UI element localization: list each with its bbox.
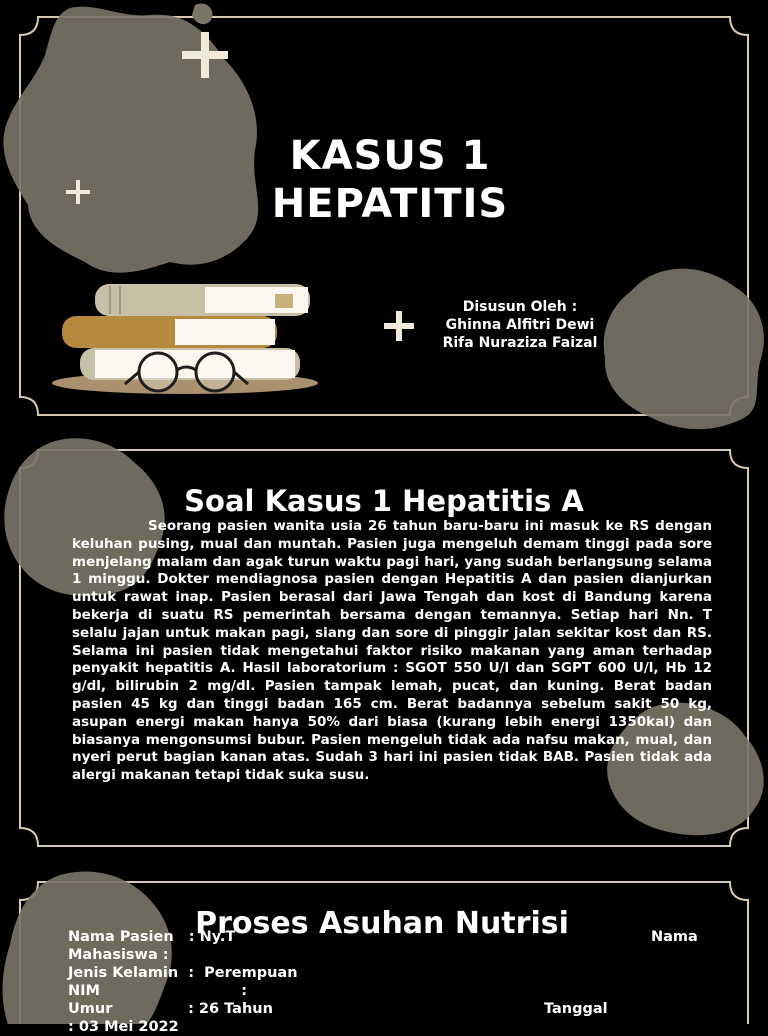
nim-row: NIM :: [68, 983, 248, 999]
patient-name-row: Nama Pasien : Ny.T: [68, 929, 236, 945]
nutrition-process-title: Proses Asuhan Nutrisi: [195, 906, 569, 941]
title-line-1: KASUS 1: [289, 133, 491, 179]
student-name-label: Nama: [651, 929, 698, 945]
date-label: Tanggal: [544, 1001, 608, 1017]
student-label: Mahasiswa :: [68, 947, 169, 963]
gender-row: Jenis Kelamin : Perempuan: [68, 965, 298, 981]
author-name: Rifa Nuraziza Faizal: [442, 335, 598, 351]
author-name: Ghinna Alfitri Dewi: [445, 317, 595, 333]
age-row: Umur : 26 Tahun: [68, 1001, 273, 1017]
date-value: : 03 Mei 2022: [68, 1019, 179, 1035]
title-line-2: HEPATITIS: [271, 181, 509, 227]
authors-label: Disusun Oleh :: [462, 299, 578, 315]
case-description-text: Seorang pasien wanita usia 26 tahun baru-baru ini masuk ke RS dengan keluhan pusing, mual dan muntah. Pasien juga mengeluh demam tinggi pada sore menjelang malam dan agak turun waktu pagi hari, yang sudah berlangsung selama 1 minggu. Dokter mendiagnosa pasien dengan Hepatitis A dan pasien dianjurkan untuk rawat inap. Pasien berasal dari Jawa Tengah dan kost di Bandung karena bekerja di suatu RS pemerintah bersama dengan temannya. Setiap hari Nn. T selalu jajan untuk makan pagi, siang dan sore di pinggir jalan sekitar kost dan RS. Selama ini pasien tidak mengetahui faktor risiko makanan yang aman terhadap penyakit hepatitis A. Hasil laboratorium : SGOT 550 U/l dan SGPT 600 U/l, Hb 12 g/dl, bilirubin 2 mg/dl. Pasien tampak lemah, pucat, dan kuning. Berat badan pasien 45 kg dan tinggi badan 165 cm. Berat badannya sebelum sakit 50 kg, asupan energi makan hanya 50% dari biasa (kurang lebih energi 1350kal) dan biasanya mengonsumsi bubur. Pasien mengeluh tidak ada nafsu makan, mual, dan nyeri perut bagian kanan atas. Sudah 3 hari ini pasien tidak BAB. Pasien tidak ada alergi makanan tetapi tidak suka susu.: [72, 518, 712, 784]
case-title: Soal Kasus 1 Hepatitis A: [184, 484, 584, 518]
